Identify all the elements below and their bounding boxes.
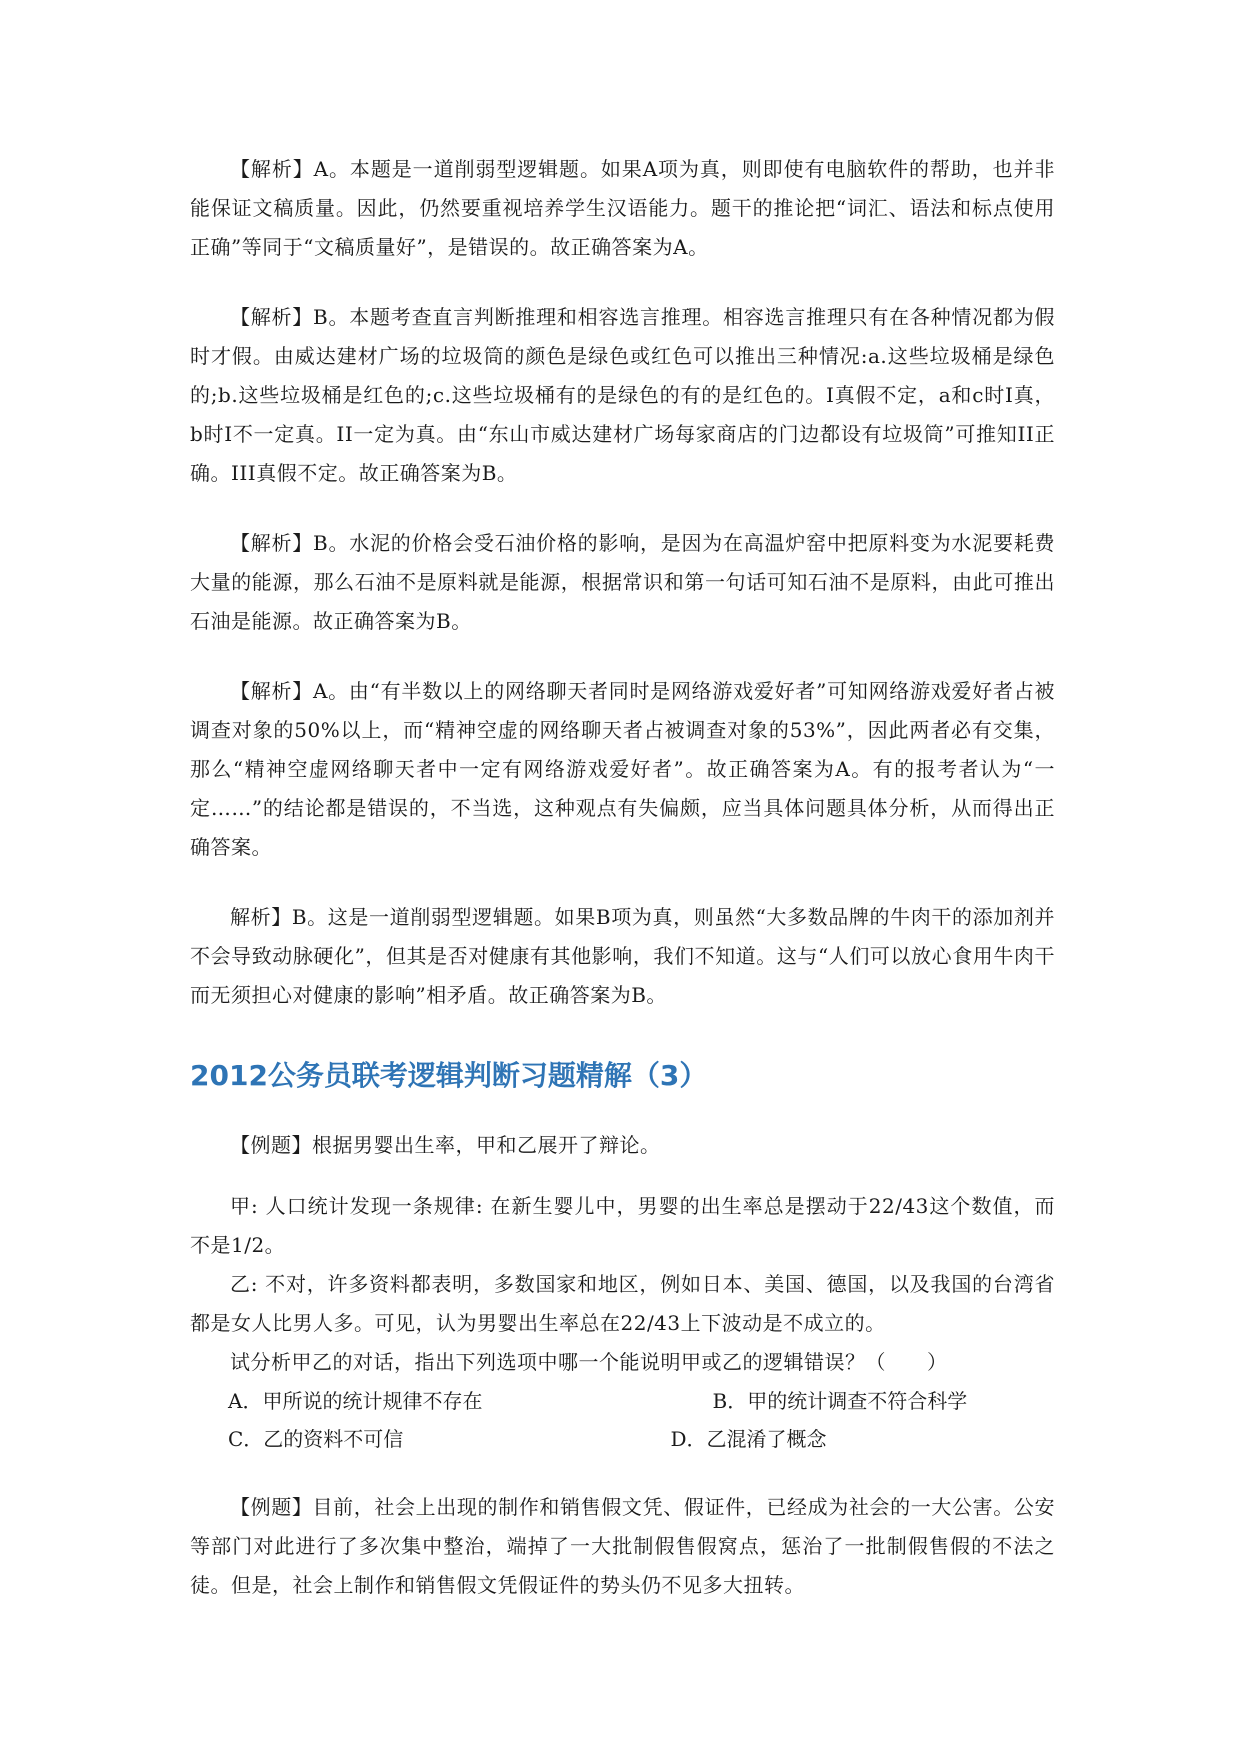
- document-body: [190, 150, 1055, 1605]
- analysis-paragraph-4: 【解析】A。由“有半数以上的网络聊天者同时是网络游戏爱好者”可知网络游戏爱好者占被调查对象的50%以上，而“精神空虚的网络聊天者占被调查对象的53%”，因此两者必有交集，那么“精神空虚网络聊天者中一定有网络游戏爱好者”。故正确答案为A。有的报考者认为“一定……”的结论都是错误的，不当选，这种观点有失偏颇，应当具体问题具体分析，从而得出正确答案。: [190, 679, 1055, 859]
- example-1-question: 试分析甲乙的对话，指出下列选项中哪一个能说明甲或乙的逻辑错误？（ ）: [230, 1350, 948, 1374]
- example-2-paragraph: 【例题】目前，社会上出现的制作和销售假文凭、假证件，已经成为社会的一大公害。公安等部门对此进行了多次集中整治，端掉了一大批制假售假窝点，惩治了一批制假售假的不法之徒。但是，社会上制作和销售假文凭假证件的势头仍不见多大扭转。: [190, 1495, 1055, 1597]
- analysis-paragraph-2: 【解析】B。本题考查直言判断推理和相容选言推理。相容选言推理只有在各种情况都为假时才假。由威达建材广场的垃圾筒的颜色是绿色或红色可以推出三种情况:a.这些垃圾桶是绿色的;b.这些垃圾桶是红色的;c.这些垃圾桶有的是绿色的有的是红色的。I真假不定，a和c时I真，b时I不一定真。II一定为真。由“东山市威达建材广场每家商店的门边都设有垃圾筒”可推知II正确。III真假不定。故正确答案为B。: [190, 305, 1055, 485]
- option-d: D．乙混淆了概念: [670, 1427, 827, 1451]
- example-1-options: [190, 1382, 1055, 1458]
- analysis-paragraph-3: 【解析】B。水泥的价格会受石油价格的影响，是因为在高温炉窑中把原料变为水泥要耗费大量的能源，那么石油不是原料就是能源，根据常识和第一句话可知石油不是原料，由此可推出石油是能源。故正确答案为B。: [190, 531, 1055, 633]
- example-1-yi-statement: 乙: 不对，许多资料都表明，多数国家和地区，例如日本、美国、德国，以及我国的台湾省都是女人比男人多。可见，认为男婴出生率总在22/43上下波动是不成立的。: [190, 1272, 1055, 1335]
- analysis-paragraph-5: 解析】B。这是一道削弱型逻辑题。如果B项为真，则虽然“大多数品牌的牛肉干的添加剂并不会导致动脉硬化”，但其是否对健康有其他影响，我们不知道。这与“人们可以放心食用牛肉干而无须担心对健康的影响”相矛盾。故正确答案为B。: [190, 905, 1055, 1007]
- example-1-jia-statement: 甲: 人口统计发现一条规律: 在新生婴儿中，男婴的出生率总是摆动于22/43这个数值，而不是1/2。: [190, 1194, 1055, 1257]
- option-a: A．甲所说的统计规律不存在: [228, 1389, 483, 1413]
- option-b: B．甲的统计调查不符合科学: [712, 1389, 968, 1413]
- section-heading: 2012公务员联考逻辑判断习题精解（3）: [190, 1059, 708, 1092]
- example-1-intro: 【例题】根据男婴出生率，甲和乙展开了辩论。: [230, 1133, 661, 1157]
- option-c: C．乙的资料不可信: [228, 1427, 404, 1451]
- analysis-paragraph-1: 【解析】A。本题是一道削弱型逻辑题。如果A项为真，则即使有电脑软件的帮助，也并非能保证文稿质量。因此，仍然要重视培养学生汉语能力。题干的推论把“词汇、语法和标点使用正确”等同于“文稿质量好”，是错误的。故正确答案为A。: [190, 157, 1055, 259]
